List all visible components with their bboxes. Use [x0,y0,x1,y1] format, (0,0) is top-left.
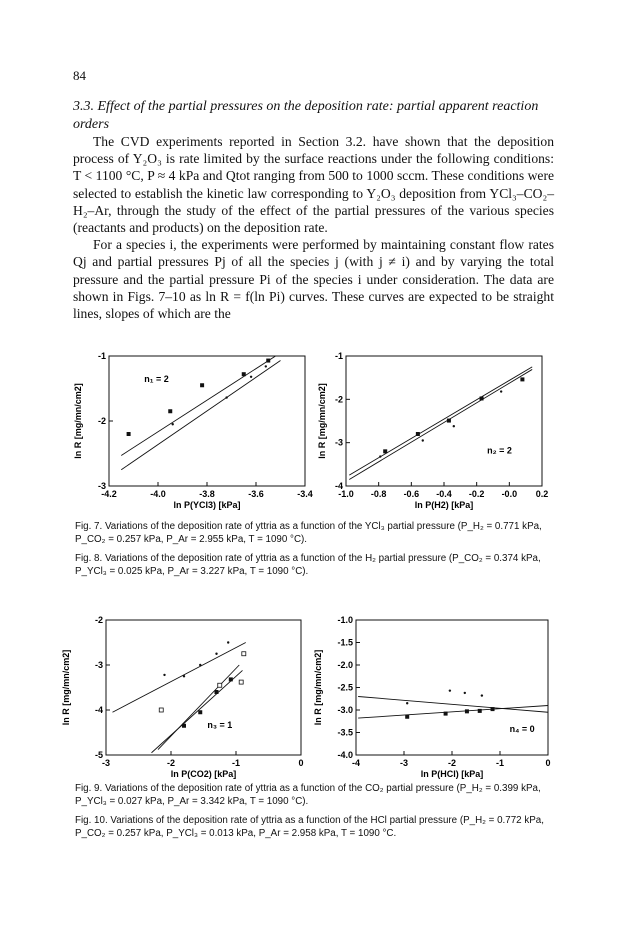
data-point-dot [481,694,483,696]
data-point-square [200,383,204,387]
data-point-square [480,396,484,400]
figure-8-caption: Fig. 8. Variations of the deposition rate of yttria as a function of the H₂ partial pressure (P_CO₂ = 0.374 kPa, P_YCl₃ = 0.025 kPa, P_Ar = 3.227 kPa, T = 1090 °C). [75,553,541,577]
body-text [73,133,554,322]
fit-line [158,665,239,750]
x-tick-label: 0.2 [535,489,549,499]
data-point-dot [406,702,408,704]
y-tick-label: -1 [334,351,343,361]
x-tick-label: -1 [495,758,505,768]
data-point-square [444,712,448,716]
data-point-open-square [239,680,243,684]
plot-frame [106,620,301,755]
fig10-svg [312,612,562,780]
data-point-dot [422,439,424,441]
data-point-dot [250,376,252,378]
data-point-square [447,419,451,423]
slope-annotation: n₁ = 2 [144,374,169,384]
x-tick-label: -3.4 [297,489,313,499]
y-tick-label: -4.0 [337,750,353,760]
data-point-square [182,724,186,728]
data-point-square [229,677,233,681]
x-tick-label: -3 [101,758,111,768]
fit-line [349,369,532,479]
plot-frame [346,356,542,486]
x-tick-label: 0 [298,758,304,768]
data-point-square [416,432,420,436]
slope-annotation: n₃ = 1 [207,720,233,730]
fig9-svg [60,612,310,780]
x-axis-label: ln P(H2) [kPa] [414,500,474,510]
y-tick-label: -2 [334,394,343,405]
x-tick-label: -0.0 [501,489,518,499]
figure-10-chart [312,612,562,780]
x-tick-label: -4.2 [101,489,117,499]
fit-line [358,706,548,719]
data-point-dot [464,692,466,694]
y-axis-label: ln R [mg/mn/cm2] [317,383,327,459]
fit-line [152,670,243,752]
data-point-square [127,432,131,436]
x-axis-label: ln P(CO2) [kPa] [170,769,237,779]
y-tick-label: -2 [94,615,103,625]
x-tick-label: 0 [545,758,551,768]
data-point-dot [163,674,165,676]
data-point-square [266,359,270,363]
x-tick-label: -2 [166,758,176,768]
data-point-square [242,372,246,376]
y-tick-label: -2.5 [337,682,353,693]
data-point-dot [453,425,455,427]
y-tick-label: -4 [94,705,103,715]
slope-annotation: n₄ = 0 [509,724,535,735]
data-point-dot [199,664,201,666]
data-point-square [405,715,409,719]
paragraph-2: For a species i, the experiments were performed by maintaining constant flow rates Qj and partial pressures Pj of all the species j (with j ≠ i) and by varying the total pressure and the partial pressure Pi of the species i under consideration. The data are shown in Figs. 7–10 as ln R = f(ln Pi) curves. These curves are expected to be straight lines, slopes of which are the [73,237,554,322]
figure-9-caption: Fig. 9. Variations of the deposition rate of yttria as a function of the CO₂ partial pressure (P_H₂ = 0.399 kPa, P_YCl₃ = 0.027 kPa, P_Ar = 3.342 kPa, T = 1090 °C). [75,783,541,807]
x-tick-label: -0.2 [468,489,485,499]
fit-line [358,697,548,713]
data-point-open-square [159,708,163,712]
x-tick-label: -0.8 [370,489,387,499]
data-point-dot [265,365,267,367]
x-tick-label: -0.4 [436,489,452,499]
x-tick-label: -4 [351,758,361,768]
y-tick-label: -3.5 [337,727,353,738]
figure-10-caption: Fig. 10. Variations of the deposition rate of yttria as a function of the HCl partial pressure (P_H₂ = 0.772 kPa, P_CO₂ = 0.257 kPa, P_YCl₃ = 0.013 kPa, P_Ar = 2.958 kPa, T = 1090 °C. [75,815,544,839]
plot-frame [356,620,548,755]
plot-frame [109,356,305,486]
paragraph-1: The CVD experiments reported in Section 3.2. have shown that the deposition process of Y₂O₃ is rate limited by the surface reactions under the following conditions: T < 1100 °C, P ≈ 4 kPa and Qtot ranging from 500 to 1000 sccm. These conditions were selected to establish the kinetic law corresponding to Y₂O₃ deposition from YCl₃–CO₂–H₂–Ar, through the study of the effect of the partial pressures of the various species (reactants and products) on the deposition rate. [73,134,554,236]
data-point-open-square [218,683,222,687]
data-point-dot [183,675,185,677]
figure-7-caption: Fig. 7. Variations of the deposition rate of yttria as a function of the YCl₃ partial pressure (P_H₂ = 0.771 kPa, P_CO₂ = 0.257 kPa, P_Ar = 2.955 kPa, T = 1090 °C). [75,521,542,545]
x-axis-label: ln P(HCl) [kPa] [420,769,484,779]
figure-9-chart [60,612,310,780]
y-tick-label: -3.0 [337,705,353,715]
data-point-open-square [242,652,246,656]
figure-8-chart [316,348,556,518]
x-tick-label: -1.0 [338,489,354,499]
y-axis-label: ln R [mg/mn/cm2] [61,649,71,726]
data-point-square [478,709,482,713]
fit-line [121,356,275,455]
fit-line [349,367,532,475]
y-tick-label: -3 [94,660,103,670]
x-tick-label: -1 [231,758,241,768]
section-heading: 3.3. Effect of the partial pressures on the deposition rate: partial apparent reaction orders [73,99,539,132]
x-tick-label: -3.8 [199,489,215,499]
data-point-dot [449,689,451,691]
y-tick-label: -2.0 [337,660,353,670]
data-point-square [465,709,469,713]
data-point-dot [227,641,229,643]
y-tick-label: -1.5 [337,637,353,648]
x-tick-label: -2 [447,758,457,768]
x-axis-label: ln P(YCl3) [kPa] [173,500,241,510]
figure-7-chart [72,348,312,518]
x-tick-label: -3 [399,758,409,768]
y-tick-label: -1 [97,351,106,361]
data-point-dot [500,390,502,392]
y-tick-label: -1.0 [337,615,353,625]
data-point-square [215,690,219,694]
fig8-svg [316,348,556,518]
data-point-dot [225,396,227,398]
data-point-square [491,707,495,711]
y-tick-label: -3 [334,437,343,448]
fit-line [113,643,246,713]
data-point-square [520,377,524,381]
data-point-square [383,449,387,453]
x-tick-label: -0.6 [403,489,420,499]
y-tick-label: -4 [334,481,343,491]
y-axis-label: ln R [mg/mn/cm2] [73,383,83,459]
y-axis-label: ln R [mg/mn/cm2] [313,649,323,726]
slope-annotation: n₂ = 2 [487,445,512,456]
x-tick-label: -3.6 [248,489,264,499]
x-tick-label: -4.0 [150,489,166,499]
y-tick-label: -2 [97,416,106,426]
page-number: 84 [73,68,86,83]
data-point-square [198,710,202,714]
data-point-dot [215,653,217,655]
y-tick-label: -5 [94,750,103,760]
data-point-dot [379,455,381,457]
fig7-svg [72,348,312,518]
y-tick-label: -3 [97,481,106,491]
data-point-square [168,409,172,413]
data-point-dot [172,423,174,425]
